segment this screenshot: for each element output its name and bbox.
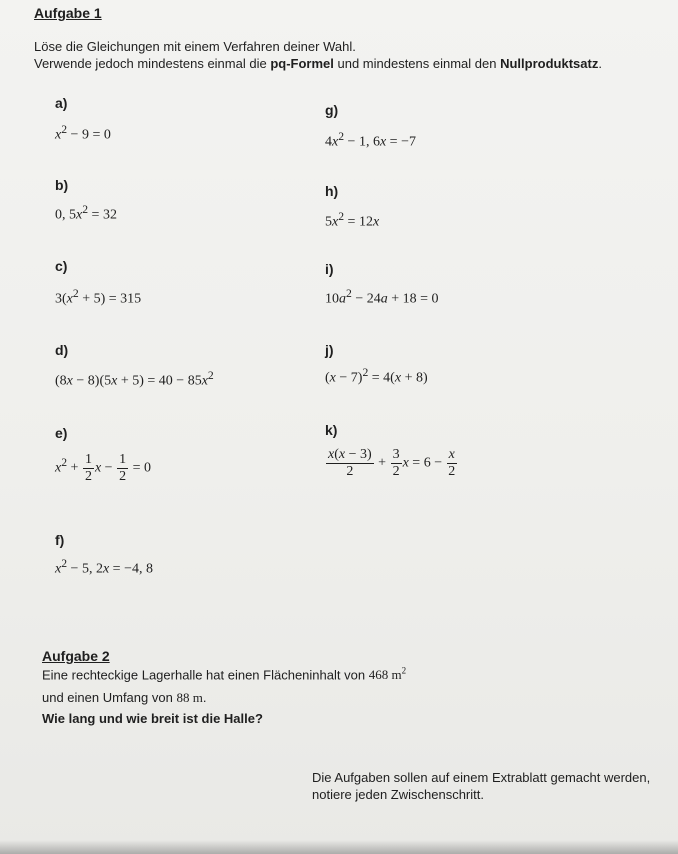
item-f-label: f)	[55, 532, 65, 548]
item-j-label: j)	[325, 342, 334, 358]
item-f-equation: $x^2 - 5$, 2x = −4, 8	[55, 557, 153, 577]
item-c-label: c)	[55, 258, 68, 274]
instruction-emphasis-nullprodukt: Nullproduktsatz	[500, 56, 599, 71]
instruction-text: Verwende jedoch mindestens einmal die	[34, 56, 271, 71]
task1-instruction-line1: Löse die Gleichungen mit einem Verfahren deiner Wahl.	[34, 39, 356, 54]
item-a-label: a)	[55, 95, 68, 111]
perimeter-value: 88 m	[176, 690, 203, 705]
item-e-equation: $x^2$ + $\frac{1}{2}$ x − $\frac{1}{2}$ = 0	[55, 452, 151, 484]
item-i-label: i)	[325, 261, 334, 277]
note-line2: notiere jeden Zwischenschritt.	[312, 787, 484, 802]
item-h-equation: $5x^2 = 12x$	[325, 210, 380, 230]
area-value: 468	[368, 667, 389, 683]
item-d-label: d)	[55, 342, 69, 358]
area-unit: m	[391, 667, 402, 683]
instruction-text: .	[598, 56, 602, 71]
area-exponent: 2	[401, 666, 407, 676]
instruction-emphasis-pq: pq-Formel	[270, 56, 334, 71]
item-b-label: b)	[55, 177, 69, 193]
task1-instruction-line2	[34, 55, 602, 72]
item-k-equation: $\frac{x(x - 3)}{2}$ + $\frac{3}{2}$ x = 6 − $\frac{x}{2}$	[328, 447, 456, 479]
task2-line2	[42, 690, 206, 706]
item-k-label: k)	[325, 422, 338, 438]
task1-heading: Aufgabe 1	[34, 5, 102, 21]
task2-question: Wie lang und wie breit ist die Halle?	[42, 711, 263, 726]
item-g-equation: $4x^2 - 1$, 6x = −7	[325, 130, 416, 150]
task2-text: und einen Umfang von	[42, 690, 173, 705]
item-c-equation: $3(x^2 + 5) = 315$	[55, 287, 142, 307]
note-line1: Die Aufgaben sollen auf einem Extrablatt gemacht werden,	[312, 770, 651, 785]
page-edge-shadow	[0, 840, 678, 854]
task2-heading: Aufgabe 2	[42, 648, 110, 664]
item-i-equation: $10a^2 - 24a + 18 = 0$	[325, 287, 439, 307]
task2-area	[369, 667, 406, 682]
item-a-equation: $x^2 - 9 = 0$	[55, 123, 111, 143]
item-d-equation: $(8x - 8)(5x + 5) = 40 - 85x^2$	[55, 369, 214, 389]
item-b-equation: 0, $5x^2 = 32$	[55, 203, 117, 223]
task2-line1	[42, 666, 406, 683]
task2-text: .	[202, 690, 207, 705]
item-g-label: g)	[325, 102, 339, 118]
item-h-label: h)	[325, 183, 339, 199]
item-e-label: e)	[55, 425, 68, 441]
task2-text: Eine rechteckige Lagerhalle hat einen Flächeninhalt von	[42, 667, 366, 683]
item-j-equation: $(x - 7)^2 = 4(x + 8)$	[325, 366, 428, 386]
instruction-text: und mindestens einmal den	[333, 56, 501, 71]
